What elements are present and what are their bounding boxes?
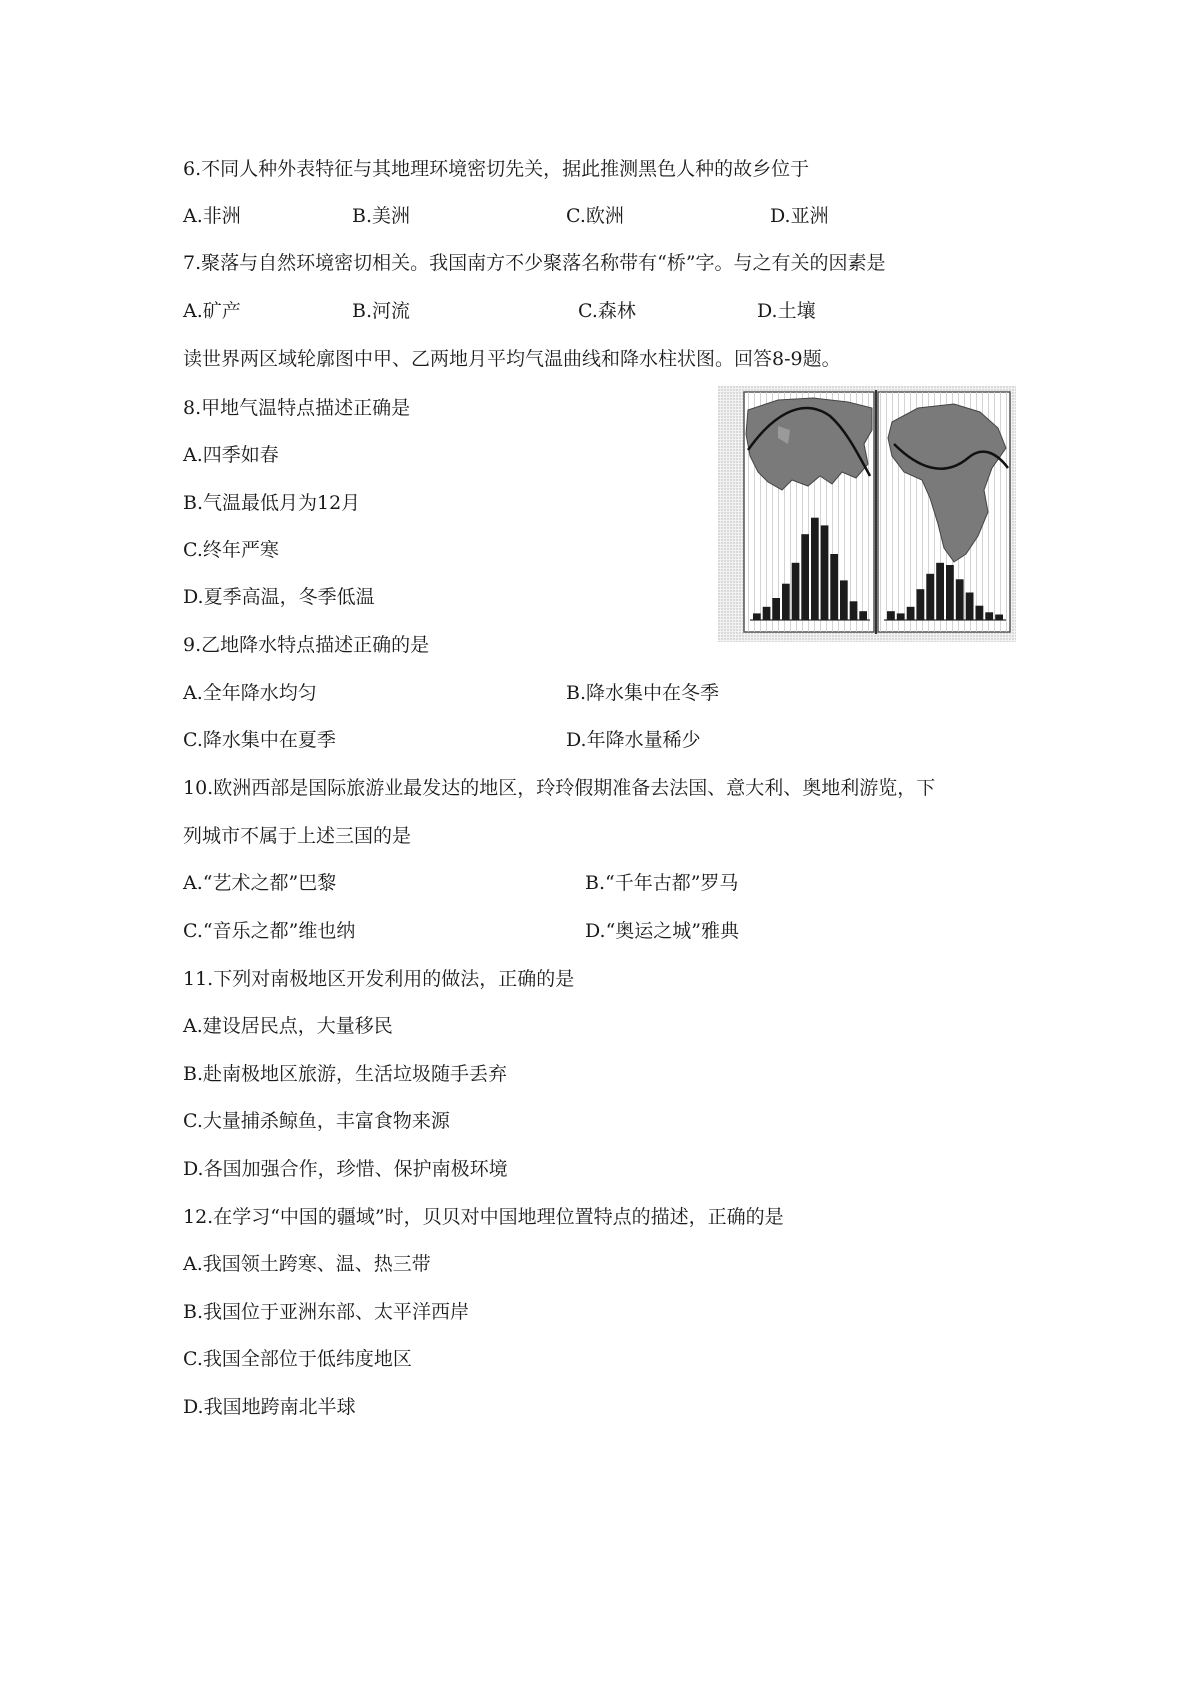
q6-option-a: A.非洲	[183, 205, 241, 227]
right-precip-bar-4	[917, 589, 925, 620]
q10-option-c: C.“音乐之都”维也纳	[183, 920, 356, 942]
left-precip-bar-5	[792, 563, 800, 620]
q11-option-a: A.建设居民点，大量移民	[183, 1015, 393, 1037]
q10-option-a: A.“艺术之都”巴黎	[183, 872, 337, 894]
q9-stem: 9.乙地降水特点描述正确的是	[183, 634, 430, 656]
q11-option-c: C.大量捕杀鲸鱼，丰富食物来源	[183, 1110, 450, 1132]
q10-option-b: B.“千年古都”罗马	[585, 872, 739, 894]
q7-option-a: A.矿产	[183, 300, 241, 322]
q6-option-b: B.美洲	[352, 205, 411, 227]
q10-stem-line2: 列城市不属于上述三国的是	[183, 825, 412, 847]
q12-option-a: A.我国领土跨寒、温、热三带	[183, 1253, 431, 1275]
q8-option-c: C.终年严寒	[183, 539, 279, 561]
q8-option-b: B.气温最低月为12月	[183, 492, 361, 514]
q12-option-c: C.我国全部位于低纬度地区	[183, 1348, 412, 1370]
right-precip-bar-8	[956, 579, 964, 620]
q7-option-c: C.森林	[578, 300, 636, 322]
right-precip-bar-6	[936, 563, 944, 620]
climate-figure	[718, 386, 1016, 642]
q8-stem: 8.甲地气温特点描述正确是	[183, 397, 411, 419]
left-precip-bar-2	[763, 607, 771, 620]
q10-option-d: D.“奥运之城”雅典	[585, 920, 740, 942]
left-precip-bar-9	[830, 554, 838, 620]
q6-option-d: D.亚洲	[770, 205, 829, 227]
left-precip-bar-1	[753, 613, 761, 620]
left-precip-bar-6	[801, 534, 809, 620]
q9-option-b: B.降水集中在冬季	[566, 682, 720, 704]
intro-8-9: 读世界两区域轮廓图中甲、乙两地月平均气温曲线和降水柱状图。回答8-9题。	[183, 348, 841, 370]
right-precip-bar-1	[887, 611, 895, 620]
q12-option-d: D.我国地跨南北半球	[183, 1396, 356, 1418]
q9-option-c: C.降水集中在夏季	[183, 729, 336, 751]
q7-option-b: B.河流	[352, 300, 411, 322]
q8-option-a: A.四季如春	[183, 444, 279, 466]
q11-option-b: B.赴南极地区旅游，生活垃圾随手丢弃	[183, 1063, 508, 1085]
right-precip-bar-9	[966, 593, 974, 621]
left-precip-bar-7	[811, 518, 819, 620]
q7-stem: 7.聚落与自然环境密切相关。我国南方不少聚落名称带有“桥”字。与之有关的因素是	[183, 252, 886, 274]
q6-option-c: C.欧洲	[566, 205, 624, 227]
q11-option-d: D.各国加强合作，珍惜、保护南极环境	[183, 1158, 508, 1180]
right-precip-bar-11	[985, 612, 993, 620]
right-precip-bar-2	[897, 613, 905, 620]
right-precip-bar-3	[907, 607, 915, 620]
q7-option-d: D.土壤	[757, 300, 816, 322]
right-precip-bar-7	[946, 565, 954, 620]
left-precip-bar-12	[859, 611, 867, 620]
q12-option-b: B.我国位于亚洲东部、太平洋西岸	[183, 1301, 470, 1323]
left-precip-bar-8	[821, 525, 829, 620]
right-precip-bar-10	[976, 606, 984, 620]
q9-option-a: A.全年降水均匀	[183, 682, 317, 704]
left-precip-bar-10	[840, 580, 848, 620]
q10-stem-line1: 10.欧洲西部是国际旅游业最发达的地区，玲玲假期准备去法国、意大利、奥地利游览，下	[183, 777, 936, 799]
q8-option-d: D.夏季高温，冬季低温	[183, 586, 375, 608]
left-precip-bar-11	[850, 601, 858, 620]
right-precip-bar-5	[926, 574, 934, 620]
q9-option-d: D.年降水量稀少	[566, 729, 701, 751]
left-precip-bar-3	[772, 598, 780, 620]
q12-stem: 12.在学习“中国的疆域”时，贝贝对中国地理位置特点的描述，正确的是	[183, 1206, 784, 1228]
left-precip-bar-4	[782, 584, 790, 620]
q11-stem: 11.下列对南极地区开发利用的做法，正确的是	[183, 968, 575, 990]
q6-stem: 6.不同人种外表特征与其地理环境密切先关，据此推测黑色人种的故乡位于	[183, 158, 810, 180]
right-precip-bar-12	[995, 615, 1003, 621]
